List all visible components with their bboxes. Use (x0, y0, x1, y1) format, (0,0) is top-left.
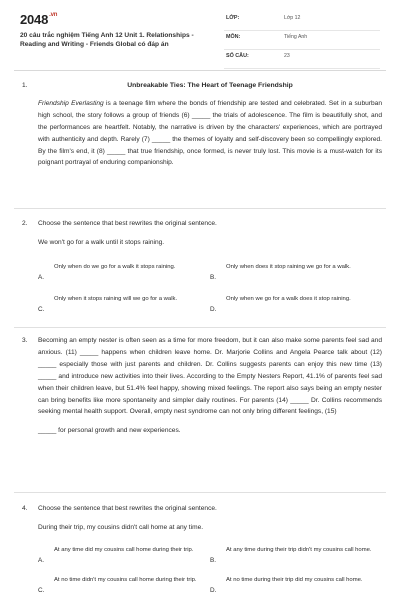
option-a[interactable] (38, 545, 210, 573)
option-text: Only when do we go for a walk it stops raining. (54, 264, 176, 270)
question-separator (14, 208, 386, 209)
passage-tail: _____ for personal growth and new experiences. (38, 427, 181, 435)
question-separator (14, 492, 386, 493)
meta-key: MÔN: (226, 34, 241, 40)
option-label: A. (38, 274, 45, 281)
meta-row-class (224, 12, 380, 31)
option-a[interactable] (38, 262, 210, 290)
option-label: D. (210, 587, 217, 594)
passage-text (38, 98, 382, 169)
option-text: At any time during their trip didn't my cousins call home. (226, 547, 372, 553)
option-label: D. (210, 306, 217, 313)
option-b[interactable] (210, 545, 382, 573)
meta-key: SỐ CÂU: (226, 53, 249, 59)
meta-key: LỚP: (226, 15, 240, 21)
option-label: C. (38, 306, 45, 313)
option-text: At any time did my cousins call home during their trip. (54, 547, 194, 553)
option-text: Only when we go for a walk does it stop raining. (226, 296, 351, 302)
film-title: Friendship Everlasting (38, 99, 104, 107)
meta-row-count (224, 50, 380, 69)
option-text: At no time didn't my cousins call home during their trip. (54, 577, 197, 583)
option-c[interactable] (38, 294, 210, 322)
meta-value: 23 (284, 53, 290, 59)
meta-value: Lớp 12 (284, 15, 301, 21)
question-number: 4. (22, 505, 28, 512)
option-text: Only when it stops raining will we go for a walk. (54, 296, 178, 302)
page-header (0, 0, 400, 78)
meta-value: Tiếng Anh (284, 34, 308, 40)
option-label: B. (210, 557, 217, 564)
option-label: B. (210, 274, 217, 281)
question-number: 1. (22, 82, 28, 89)
question-separator (14, 327, 386, 328)
option-d[interactable] (210, 294, 382, 322)
original-sentence: During their trip, my cousins didn't call home at any time. (38, 523, 204, 531)
page-title: 20 câu trắc nghiệm Tiếng Anh 12 Unit 1. Relationships - Reading and Writing - Friends Global có đáp án (20, 32, 194, 48)
meta-row-subject (224, 31, 380, 50)
option-b[interactable] (210, 262, 382, 290)
option-d[interactable] (210, 575, 382, 603)
option-text: Only when does it stop raining we go for a walk. (226, 264, 351, 270)
question-number: 2. (22, 220, 28, 227)
option-label: A. (38, 557, 45, 564)
option-c[interactable] (38, 575, 210, 603)
meta-table (224, 12, 380, 69)
header-divider (14, 70, 386, 71)
question-prompt: Choose the sentence that best rewrites the original sentence. (38, 505, 217, 512)
passage-text: Becoming an empty nester is often seen as a time for more freedom, but it can also make some parents feel sad and anxious. (11) _____ happens when children leave home. Dr. Marjorie Collins and Angela Pearce talk about (12) _____ especially those with just parents and children. Dr. Collins suggests parents can enjoy this new time (13) _____ and introduce new activities into their lives. According to the Empty Nesters Report, 41.1% of parents feel sad when their children leave, but 51.4% feel happy, showing mixed feelings. The report also says being an empty nester can bring benefits like more spontaneity and simpler daily routines. For parents (14) _____ Dr. Collins recommends seeking mental health support. Overall, empty nest syndrome can not only bring different feelings, (15) (38, 337, 382, 416)
passage-body: is a teenage film where the bonds of friendship are tested and celebrated. Set in a suburban high school, the story follows a group of friends (6) _____ the trials of adolescence. The film is beautifully shot, and the performances are heartfelt. Notably, the narrative is driven by the characters' experiences, which are portrayed with authenticity and depth. Rarely (7) _____ the themes of loyalty and self-discovery been so compellingly explored. By the film's end, it (8) _____ that true friendship, once formed, is never truly lost. This movie is a must-watch for its poignant portrayal of enduring companionship. (38, 99, 382, 167)
option-text: At no time during their trip did my cousins call home. (226, 577, 363, 583)
logo-sub: .vn (49, 12, 58, 18)
option-label: C. (38, 587, 45, 594)
site-logo[interactable] (20, 12, 57, 27)
original-sentence: We won't go for a walk until it stops raining. (38, 238, 165, 246)
question-prompt: Choose the sentence that best rewrites the original sentence. (38, 220, 217, 227)
logo-main: 2048 (20, 12, 49, 27)
passage-title: Unbreakable Ties: The Heart of Teenage Friendship (127, 82, 293, 89)
question-number: 3. (22, 337, 28, 344)
